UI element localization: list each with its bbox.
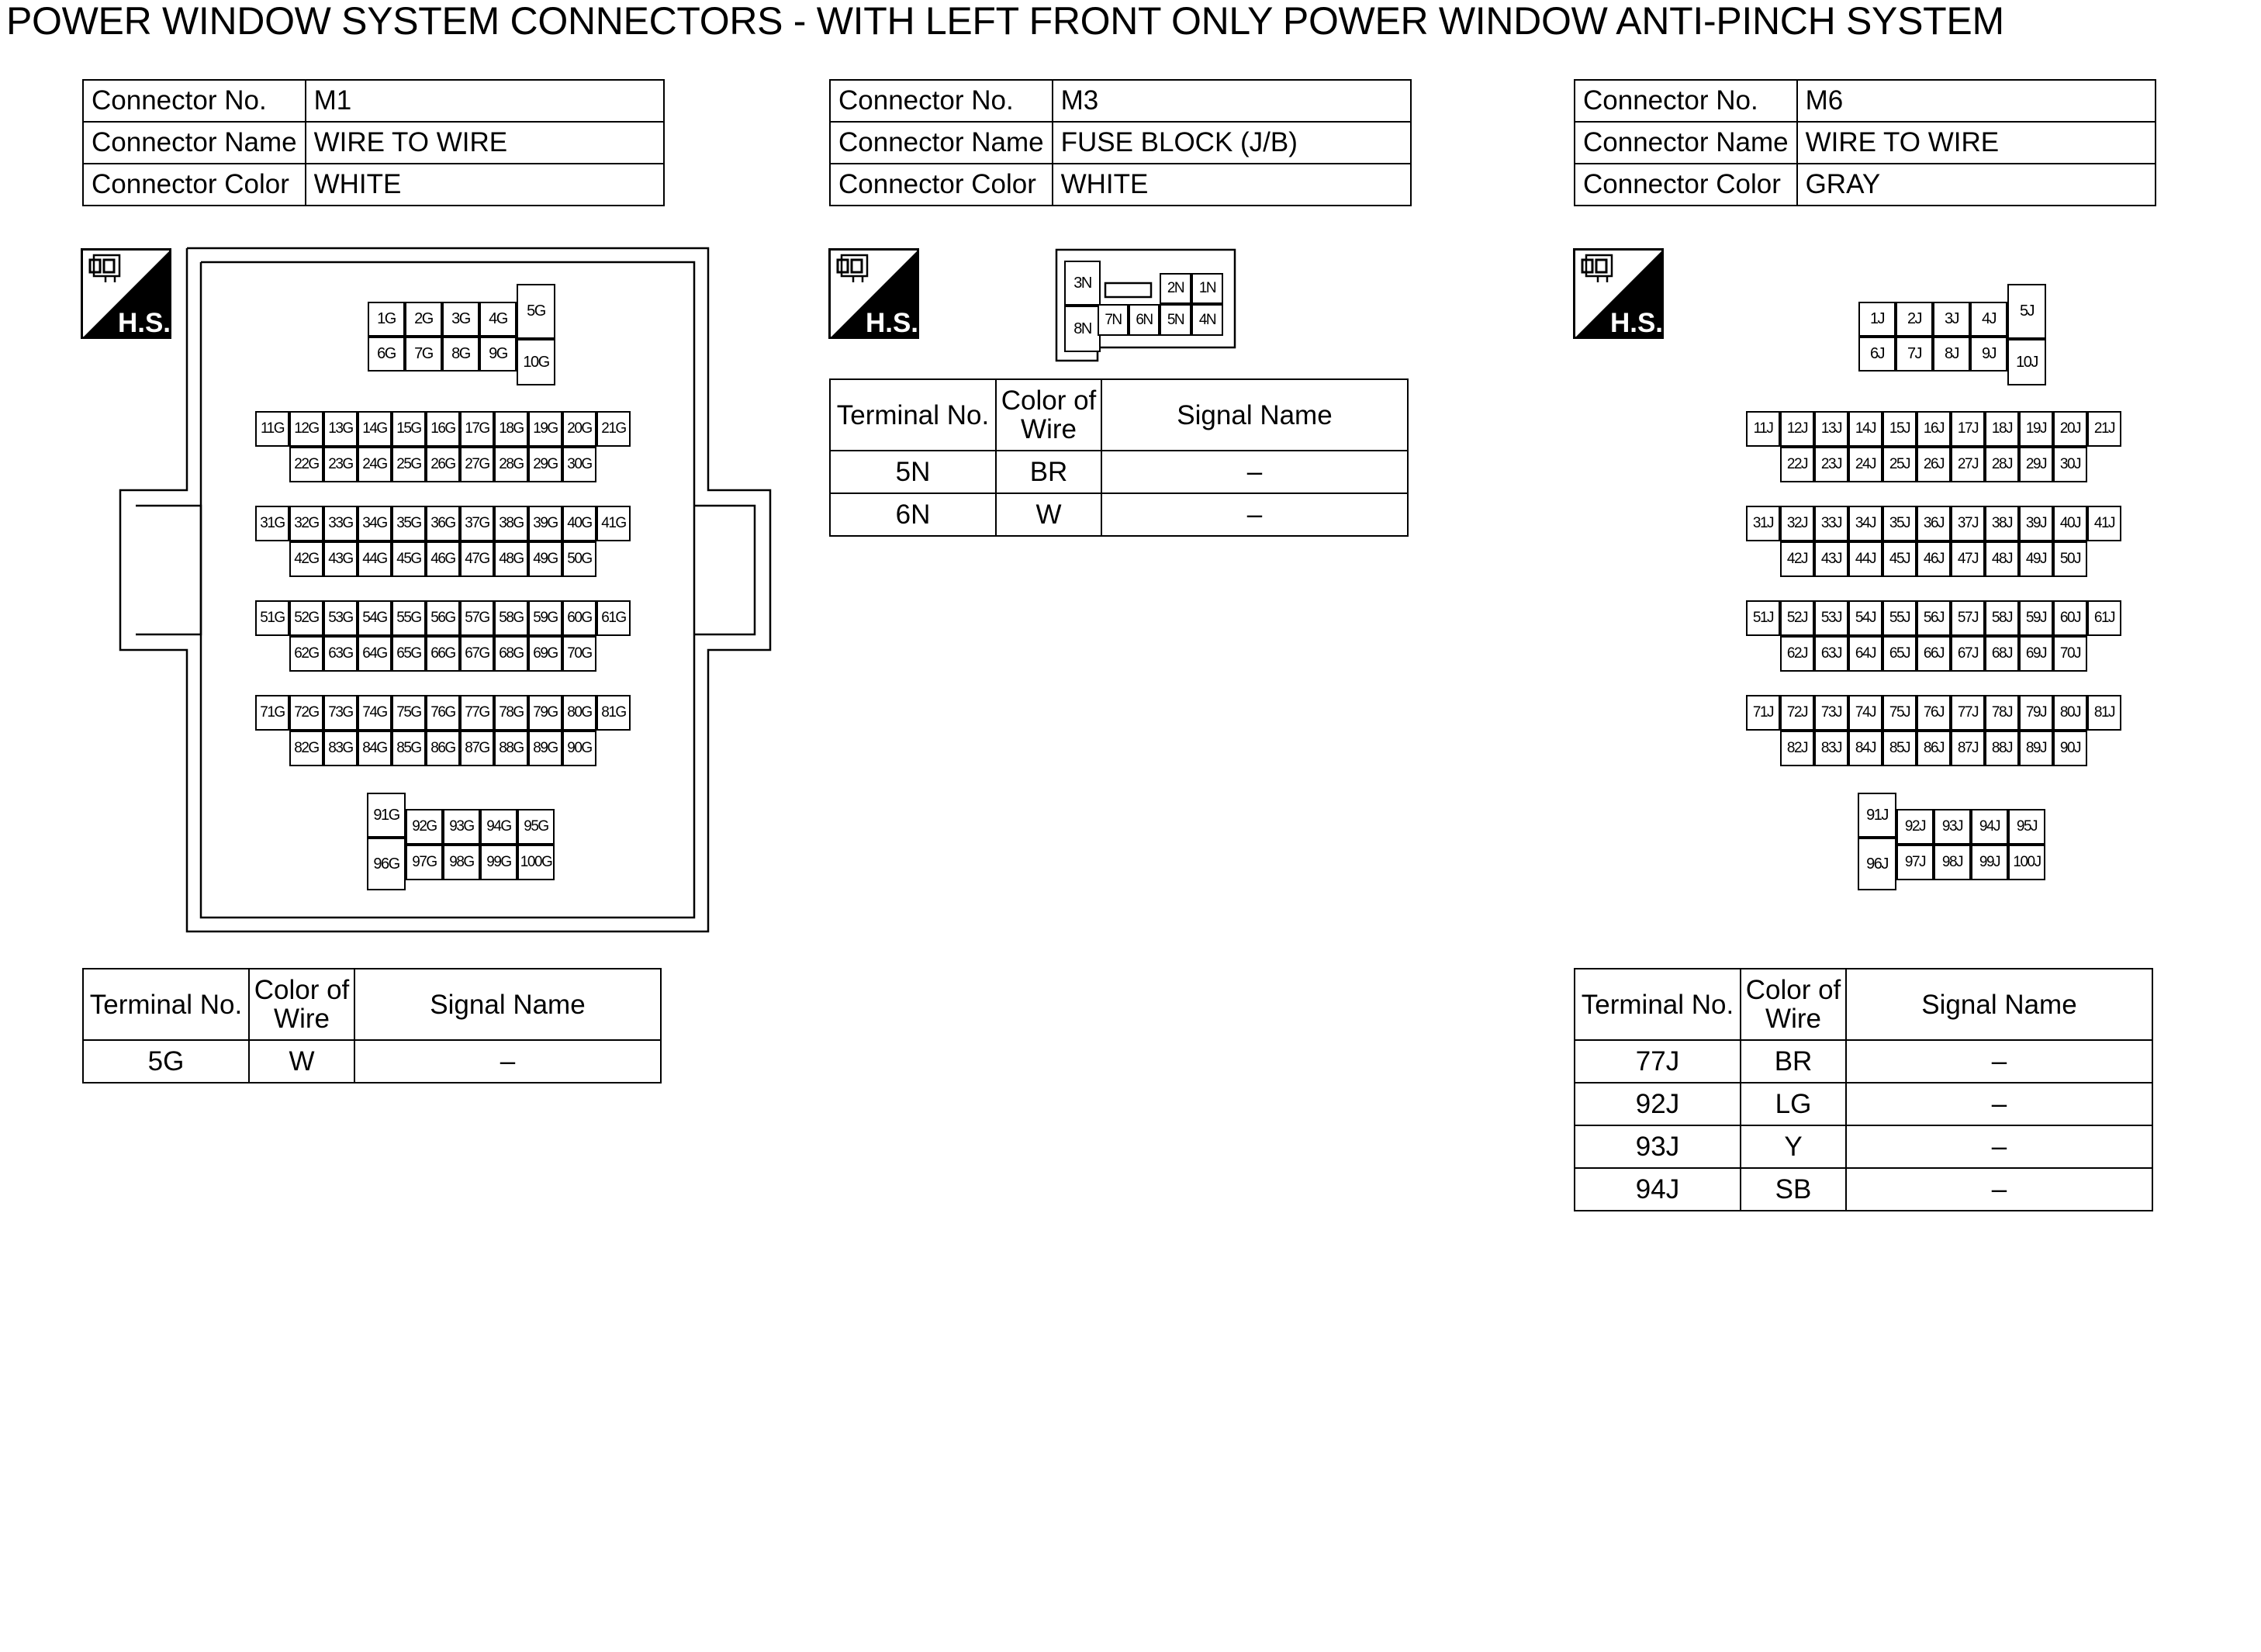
terminal-cavity-80g: 80G bbox=[562, 695, 596, 731]
terminal-cavity-88g: 88G bbox=[494, 731, 528, 766]
terminal-cavity-36j: 36J bbox=[1917, 506, 1951, 541]
terminal-cavity-68g: 68G bbox=[494, 636, 528, 672]
terminal-cavity-31j: 31J bbox=[1746, 506, 1780, 541]
wire-color-cell: Y bbox=[1741, 1125, 1846, 1168]
connector-color-row bbox=[1575, 164, 2156, 206]
terminal-cavity-64g: 64G bbox=[358, 636, 392, 672]
terminal-cavity-35g: 35G bbox=[392, 506, 426, 541]
connector-no-row bbox=[830, 80, 1411, 122]
terminal-cavity-82j: 82J bbox=[1780, 731, 1814, 766]
terminal-cavity-43g: 43G bbox=[323, 541, 358, 577]
terminal-cavity-63g: 63G bbox=[323, 636, 358, 672]
terminal-cavity-33j: 33J bbox=[1814, 506, 1848, 541]
terminal-cavity-2g: 2G bbox=[405, 302, 442, 337]
terminal-cavity-45g: 45G bbox=[392, 541, 426, 577]
page-title: POWER WINDOW SYSTEM CONNECTORS - WITH LEFT FRONT ONLY POWER WINDOW ANTI-PINCH SYSTEM bbox=[6, 0, 2004, 43]
terminal-cavity-79g: 79G bbox=[528, 695, 562, 731]
terminal-cavity-93g: 93G bbox=[443, 809, 480, 845]
terminal-cavity-73j: 73J bbox=[1814, 695, 1848, 731]
terminal-cavity-20g: 20G bbox=[562, 411, 596, 447]
terminal-cavity-95g: 95G bbox=[517, 809, 555, 845]
terminal-cavity-37j: 37J bbox=[1951, 506, 1985, 541]
terminal-cavity-51g: 51G bbox=[255, 600, 289, 636]
terminal-cavity-7g: 7G bbox=[405, 337, 442, 372]
terminal-cavity-92g: 92G bbox=[406, 809, 443, 845]
terminal-cavity-18g: 18G bbox=[494, 411, 528, 447]
svg-text:H.S.: H.S. bbox=[865, 308, 919, 338]
terminal-cavity-19g: 19G bbox=[528, 411, 562, 447]
connector-no-label: Connector No. bbox=[83, 80, 306, 122]
terminal-cavity-1j: 1J bbox=[1858, 302, 1896, 337]
terminal-cavity-72j: 72J bbox=[1780, 695, 1814, 731]
table-row bbox=[1575, 1168, 2152, 1211]
terminal-no-cell: 93J bbox=[1575, 1125, 1741, 1168]
terminal-cavity-28g: 28G bbox=[494, 447, 528, 482]
terminal-cavity-36g: 36G bbox=[426, 506, 460, 541]
terminal-cavity-93j: 93J bbox=[1934, 809, 1971, 845]
terminal-cavity-11g: 11G bbox=[255, 411, 289, 447]
signal-name-cell: – bbox=[1846, 1083, 2152, 1125]
terminal-cavity-27g: 27G bbox=[460, 447, 494, 482]
terminal-cavity-44g: 44G bbox=[358, 541, 392, 577]
terminal-cavity-39g: 39G bbox=[528, 506, 562, 541]
terminal-cavity-60j: 60J bbox=[2053, 600, 2087, 636]
terminal-cavity-42j: 42J bbox=[1780, 541, 1814, 577]
terminal-cavity-54j: 54J bbox=[1848, 600, 1882, 636]
terminal-cavity-72g: 72G bbox=[289, 695, 323, 731]
terminal-cavity-86j: 86J bbox=[1917, 731, 1951, 766]
terminal-cavity-98g: 98G bbox=[443, 845, 480, 880]
terminal-table-m1 bbox=[82, 968, 662, 1083]
terminal-cavity-91j: 91J bbox=[1858, 793, 1896, 838]
terminal-cavity-8n: 8N bbox=[1064, 306, 1101, 352]
terminal-cavity-10j: 10J bbox=[2007, 339, 2046, 385]
terminal-cavity-29j: 29J bbox=[2019, 447, 2053, 482]
terminal-cavity-90j: 90J bbox=[2053, 731, 2087, 766]
terminal-cavity-45j: 45J bbox=[1882, 541, 1917, 577]
table-row bbox=[1575, 1083, 2152, 1125]
terminal-cavity-58g: 58G bbox=[494, 600, 528, 636]
signal-name-cell: – bbox=[1101, 451, 1408, 493]
terminal-cavity-100g: 100G bbox=[517, 845, 555, 880]
terminal-no-cell: 5G bbox=[83, 1040, 249, 1083]
terminal-cavity-76j: 76J bbox=[1917, 695, 1951, 731]
terminal-no-cell: 6N bbox=[830, 493, 996, 536]
connector-color-row bbox=[83, 164, 664, 206]
terminal-cavity-46j: 46J bbox=[1917, 541, 1951, 577]
terminal-cavity-99g: 99G bbox=[480, 845, 517, 880]
connector-color-label: Connector Color bbox=[830, 164, 1053, 206]
terminal-cavity-66g: 66G bbox=[426, 636, 460, 672]
terminal-cavity-73g: 73G bbox=[323, 695, 358, 731]
terminal-cavity-17j: 17J bbox=[1951, 411, 1985, 447]
terminal-cavity-6n: 6N bbox=[1129, 304, 1160, 336]
connector-name-label: Connector Name bbox=[1575, 122, 1797, 164]
terminal-cavity-23j: 23J bbox=[1814, 447, 1848, 482]
terminal-cavity-47j: 47J bbox=[1951, 541, 1985, 577]
signal-name-header: Signal Name bbox=[1846, 969, 2152, 1040]
connector-name-label: Connector Name bbox=[83, 122, 306, 164]
table-row bbox=[1575, 1125, 2152, 1168]
table-row bbox=[1575, 1040, 2152, 1083]
terminal-cavity-40g: 40G bbox=[562, 506, 596, 541]
terminal-cavity-87g: 87G bbox=[460, 731, 494, 766]
connector-no-value: M3 bbox=[1053, 80, 1411, 122]
wire-color-cell: SB bbox=[1741, 1168, 1846, 1211]
terminal-cavity-8j: 8J bbox=[1933, 337, 1970, 372]
terminal-cavity-85j: 85J bbox=[1882, 731, 1917, 766]
terminal-cavity-24j: 24J bbox=[1848, 447, 1882, 482]
wire-color-cell: BR bbox=[996, 451, 1101, 493]
signal-name-header: Signal Name bbox=[1101, 379, 1408, 451]
terminal-cavity-22g: 22G bbox=[289, 447, 323, 482]
terminal-cavity-100j: 100J bbox=[2008, 845, 2045, 880]
terminal-cavity-68j: 68J bbox=[1985, 636, 2019, 672]
terminal-cavity-40j: 40J bbox=[2053, 506, 2087, 541]
wire-color-cell: LG bbox=[1741, 1083, 1846, 1125]
terminal-cavity-6j: 6J bbox=[1858, 337, 1896, 372]
connector-name-value: FUSE BLOCK (J/B) bbox=[1053, 122, 1411, 164]
terminal-cavity-94j: 94J bbox=[1971, 809, 2008, 845]
terminal-cavity-37g: 37G bbox=[460, 506, 494, 541]
terminal-table-m6 bbox=[1574, 968, 2153, 1211]
terminal-cavity-1g: 1G bbox=[368, 302, 405, 337]
terminal-cavity-16g: 16G bbox=[426, 411, 460, 447]
terminal-no-cell: 5N bbox=[830, 451, 996, 493]
terminal-cavity-53g: 53G bbox=[323, 600, 358, 636]
terminal-cavity-55g: 55G bbox=[392, 600, 426, 636]
terminal-cavity-76g: 76G bbox=[426, 695, 460, 731]
terminal-cavity-31g: 31G bbox=[255, 506, 289, 541]
terminal-cavity-56g: 56G bbox=[426, 600, 460, 636]
terminal-cavity-77j: 77J bbox=[1951, 695, 1985, 731]
terminal-cavity-90g: 90G bbox=[562, 731, 596, 766]
svg-text:H.S.: H.S. bbox=[117, 308, 171, 338]
terminal-cavity-6g: 6G bbox=[368, 337, 405, 372]
terminal-cavity-13j: 13J bbox=[1814, 411, 1848, 447]
terminal-cavity-83g: 83G bbox=[323, 731, 358, 766]
terminal-cavity-2n: 2N bbox=[1160, 273, 1191, 304]
terminal-cavity-95j: 95J bbox=[2008, 809, 2045, 845]
terminal-cavity-99j: 99J bbox=[1971, 845, 2008, 880]
terminal-cavity-23g: 23G bbox=[323, 447, 358, 482]
terminal-cavity-59j: 59J bbox=[2019, 600, 2053, 636]
terminal-cavity-2j: 2J bbox=[1896, 302, 1933, 337]
terminal-cavity-69j: 69J bbox=[2019, 636, 2053, 672]
terminal-cavity-88j: 88J bbox=[1985, 731, 2019, 766]
terminal-cavity-29g: 29G bbox=[528, 447, 562, 482]
harness-side-icon bbox=[81, 248, 171, 339]
terminal-no-cell: 77J bbox=[1575, 1040, 1741, 1083]
terminal-cavity-5g: 5G bbox=[517, 284, 555, 339]
terminal-cavity-33g: 33G bbox=[323, 506, 358, 541]
terminal-cavity-5n: 5N bbox=[1160, 304, 1191, 336]
terminal-cavity-70j: 70J bbox=[2053, 636, 2087, 672]
terminal-cavity-74g: 74G bbox=[358, 695, 392, 731]
terminal-table-header bbox=[830, 379, 1408, 451]
connector-color-value: GRAY bbox=[1797, 164, 2156, 206]
connector-color-value: WHITE bbox=[306, 164, 664, 206]
terminal-cavity-86g: 86G bbox=[426, 731, 460, 766]
terminal-cavity-78g: 78G bbox=[494, 695, 528, 731]
terminal-cavity-3g: 3G bbox=[442, 302, 479, 337]
terminal-cavity-46g: 46G bbox=[426, 541, 460, 577]
terminal-cavity-60g: 60G bbox=[562, 600, 596, 636]
terminal-cavity-47g: 47G bbox=[460, 541, 494, 577]
terminal-cavity-48g: 48G bbox=[494, 541, 528, 577]
terminal-cavity-16j: 16J bbox=[1917, 411, 1951, 447]
terminal-table-m3 bbox=[829, 378, 1409, 537]
terminal-cavity-65j: 65J bbox=[1882, 636, 1917, 672]
terminal-no-header: Terminal No. bbox=[1575, 969, 1741, 1040]
signal-name-cell: – bbox=[1846, 1125, 2152, 1168]
terminal-cavity-26g: 26G bbox=[426, 447, 460, 482]
terminal-cavity-77g: 77G bbox=[460, 695, 494, 731]
connector-name-value: WIRE TO WIRE bbox=[306, 122, 664, 164]
terminal-cavity-49g: 49G bbox=[528, 541, 562, 577]
terminal-cavity-92j: 92J bbox=[1896, 809, 1934, 845]
terminal-cavity-9g: 9G bbox=[479, 337, 517, 372]
color-of-wire-header: Color of Wire bbox=[1741, 969, 1846, 1040]
terminal-cavity-15g: 15G bbox=[392, 411, 426, 447]
terminal-cavity-44j: 44J bbox=[1848, 541, 1882, 577]
terminal-cavity-9j: 9J bbox=[1970, 337, 2007, 372]
terminal-cavity-17g: 17G bbox=[460, 411, 494, 447]
terminal-cavity-3n: 3N bbox=[1064, 261, 1101, 306]
connector-color-label: Connector Color bbox=[83, 164, 306, 206]
signal-name-cell: – bbox=[1101, 493, 1408, 536]
connector-name-row bbox=[1575, 122, 2156, 164]
terminal-cavity-38g: 38G bbox=[494, 506, 528, 541]
connector-name-value: WIRE TO WIRE bbox=[1797, 122, 2156, 164]
terminal-cavity-48j: 48J bbox=[1985, 541, 2019, 577]
terminal-cavity-21g: 21G bbox=[596, 411, 631, 447]
terminal-cavity-22j: 22J bbox=[1780, 447, 1814, 482]
wire-color-cell: BR bbox=[1741, 1040, 1846, 1083]
connector-color-value: WHITE bbox=[1053, 164, 1411, 206]
terminal-cavity-25j: 25J bbox=[1882, 447, 1917, 482]
terminal-cavity-97g: 97G bbox=[406, 845, 443, 880]
connector-color-row bbox=[830, 164, 1411, 206]
signal-name-cell: – bbox=[354, 1040, 661, 1083]
terminal-cavity-4j: 4J bbox=[1970, 302, 2007, 337]
terminal-cavity-81g: 81G bbox=[596, 695, 631, 731]
terminal-cavity-32g: 32G bbox=[289, 506, 323, 541]
terminal-cavity-70g: 70G bbox=[562, 636, 596, 672]
signal-name-cell: – bbox=[1846, 1168, 2152, 1211]
terminal-cavity-30j: 30J bbox=[2053, 447, 2087, 482]
terminal-cavity-50g: 50G bbox=[562, 541, 596, 577]
terminal-cavity-96j: 96J bbox=[1858, 838, 1896, 890]
terminal-cavity-35j: 35J bbox=[1882, 506, 1917, 541]
terminal-cavity-84g: 84G bbox=[358, 731, 392, 766]
terminal-no-cell: 94J bbox=[1575, 1168, 1741, 1211]
terminal-cavity-71g: 71G bbox=[255, 695, 289, 731]
terminal-no-cell: 92J bbox=[1575, 1083, 1741, 1125]
signal-name-cell: – bbox=[1846, 1040, 2152, 1083]
terminal-cavity-97j: 97J bbox=[1896, 845, 1934, 880]
terminal-cavity-75g: 75G bbox=[392, 695, 426, 731]
terminal-cavity-49j: 49J bbox=[2019, 541, 2053, 577]
terminal-cavity-14g: 14G bbox=[358, 411, 392, 447]
terminal-cavity-89j: 89J bbox=[2019, 731, 2053, 766]
connector-name-row bbox=[83, 122, 664, 164]
terminal-cavity-32j: 32J bbox=[1780, 506, 1814, 541]
terminal-cavity-3j: 3J bbox=[1933, 302, 1970, 337]
terminal-cavity-96g: 96G bbox=[367, 838, 406, 890]
terminal-cavity-58j: 58J bbox=[1985, 600, 2019, 636]
connector-name-label: Connector Name bbox=[830, 122, 1053, 164]
terminal-cavity-4g: 4G bbox=[479, 302, 517, 337]
terminal-cavity-94g: 94G bbox=[480, 809, 517, 845]
terminal-cavity-62j: 62J bbox=[1780, 636, 1814, 672]
connector-no-value: M6 bbox=[1797, 80, 2156, 122]
terminal-cavity-39j: 39J bbox=[2019, 506, 2053, 541]
terminal-cavity-15j: 15J bbox=[1882, 411, 1917, 447]
harness-side-icon bbox=[828, 248, 919, 339]
table-row bbox=[830, 451, 1408, 493]
terminal-no-header: Terminal No. bbox=[830, 379, 996, 451]
terminal-cavity-1n: 1N bbox=[1191, 273, 1223, 304]
harness-side-icon bbox=[1573, 248, 1664, 339]
terminal-cavity-75j: 75J bbox=[1882, 695, 1917, 731]
terminal-cavity-10g: 10G bbox=[517, 339, 555, 385]
terminal-cavity-57j: 57J bbox=[1951, 600, 1985, 636]
terminal-no-header: Terminal No. bbox=[83, 969, 249, 1040]
terminal-cavity-38j: 38J bbox=[1985, 506, 2019, 541]
terminal-cavity-7j: 7J bbox=[1896, 337, 1933, 372]
terminal-cavity-19j: 19J bbox=[2019, 411, 2053, 447]
terminal-cavity-34g: 34G bbox=[358, 506, 392, 541]
connector-no-value: M1 bbox=[306, 80, 664, 122]
terminal-cavity-74j: 74J bbox=[1848, 695, 1882, 731]
terminal-cavity-61g: 61G bbox=[596, 600, 631, 636]
terminal-cavity-50j: 50J bbox=[2053, 541, 2087, 577]
terminal-cavity-41g: 41G bbox=[596, 506, 631, 541]
connector-info-m6 bbox=[1574, 79, 2156, 206]
terminal-cavity-27j: 27J bbox=[1951, 447, 1985, 482]
terminal-cavity-87j: 87J bbox=[1951, 731, 1985, 766]
terminal-cavity-62g: 62G bbox=[289, 636, 323, 672]
terminal-cavity-79j: 79J bbox=[2019, 695, 2053, 731]
terminal-cavity-91g: 91G bbox=[367, 793, 406, 838]
terminal-cavity-82g: 82G bbox=[289, 731, 323, 766]
connector-no-label: Connector No. bbox=[1575, 80, 1797, 122]
connector-info-m3 bbox=[829, 79, 1412, 206]
terminal-cavity-53j: 53J bbox=[1814, 600, 1848, 636]
terminal-cavity-52g: 52G bbox=[289, 600, 323, 636]
terminal-cavity-13g: 13G bbox=[323, 411, 358, 447]
wire-color-cell: W bbox=[996, 493, 1101, 536]
terminal-cavity-64j: 64J bbox=[1848, 636, 1882, 672]
connector-no-row bbox=[83, 80, 664, 122]
terminal-cavity-59g: 59G bbox=[528, 600, 562, 636]
connector-color-label: Connector Color bbox=[1575, 164, 1797, 206]
terminal-cavity-14j: 14J bbox=[1848, 411, 1882, 447]
connector-no-row bbox=[1575, 80, 2156, 122]
terminal-cavity-66j: 66J bbox=[1917, 636, 1951, 672]
terminal-cavity-8g: 8G bbox=[442, 337, 479, 372]
terminal-table-header bbox=[1575, 969, 2152, 1040]
terminal-cavity-98j: 98J bbox=[1934, 845, 1971, 880]
terminal-cavity-84j: 84J bbox=[1848, 731, 1882, 766]
table-row bbox=[83, 1040, 661, 1083]
signal-name-header: Signal Name bbox=[354, 969, 661, 1040]
terminal-cavity-81j: 81J bbox=[2087, 695, 2121, 731]
terminal-cavity-12j: 12J bbox=[1780, 411, 1814, 447]
terminal-cavity-54g: 54G bbox=[358, 600, 392, 636]
terminal-cavity-21j: 21J bbox=[2087, 411, 2121, 447]
terminal-cavity-83j: 83J bbox=[1814, 731, 1848, 766]
terminal-cavity-51j: 51J bbox=[1746, 600, 1780, 636]
terminal-cavity-5j: 5J bbox=[2007, 284, 2046, 339]
svg-text:H.S.: H.S. bbox=[1609, 308, 1664, 338]
wire-color-cell: W bbox=[249, 1040, 354, 1083]
terminal-cavity-25g: 25G bbox=[392, 447, 426, 482]
terminal-cavity-30g: 30G bbox=[562, 447, 596, 482]
terminal-cavity-80j: 80J bbox=[2053, 695, 2087, 731]
terminal-cavity-55j: 55J bbox=[1882, 600, 1917, 636]
connector-info-m1 bbox=[82, 79, 665, 206]
terminal-cavity-67g: 67G bbox=[460, 636, 494, 672]
terminal-cavity-12g: 12G bbox=[289, 411, 323, 447]
terminal-cavity-43j: 43J bbox=[1814, 541, 1848, 577]
color-of-wire-header: Color of Wire bbox=[249, 969, 354, 1040]
terminal-cavity-67j: 67J bbox=[1951, 636, 1985, 672]
terminal-cavity-89g: 89G bbox=[528, 731, 562, 766]
terminal-cavity-20j: 20J bbox=[2053, 411, 2087, 447]
terminal-cavity-24g: 24G bbox=[358, 447, 392, 482]
connector-no-label: Connector No. bbox=[830, 80, 1053, 122]
terminal-table-header bbox=[83, 969, 661, 1040]
terminal-cavity-78j: 78J bbox=[1985, 695, 2019, 731]
terminal-cavity-18j: 18J bbox=[1985, 411, 2019, 447]
terminal-cavity-52j: 52J bbox=[1780, 600, 1814, 636]
terminal-cavity-7n: 7N bbox=[1098, 304, 1129, 336]
terminal-cavity-41j: 41J bbox=[2087, 506, 2121, 541]
terminal-cavity-11j: 11J bbox=[1746, 411, 1780, 447]
terminal-cavity-56j: 56J bbox=[1917, 600, 1951, 636]
table-row bbox=[830, 493, 1408, 536]
terminal-cavity-34j: 34J bbox=[1848, 506, 1882, 541]
terminal-cavity-57g: 57G bbox=[460, 600, 494, 636]
color-of-wire-header: Color of Wire bbox=[996, 379, 1101, 451]
terminal-cavity-4n: 4N bbox=[1191, 304, 1223, 336]
terminal-cavity-26j: 26J bbox=[1917, 447, 1951, 482]
terminal-cavity-69g: 69G bbox=[528, 636, 562, 672]
terminal-cavity-63j: 63J bbox=[1814, 636, 1848, 672]
terminal-cavity-61j: 61J bbox=[2087, 600, 2121, 636]
terminal-cavity-42g: 42G bbox=[289, 541, 323, 577]
terminal-cavity-85g: 85G bbox=[392, 731, 426, 766]
terminal-cavity-65g: 65G bbox=[392, 636, 426, 672]
terminal-cavity-28j: 28J bbox=[1985, 447, 2019, 482]
connector-name-row bbox=[830, 122, 1411, 164]
terminal-cavity-71j: 71J bbox=[1746, 695, 1780, 731]
